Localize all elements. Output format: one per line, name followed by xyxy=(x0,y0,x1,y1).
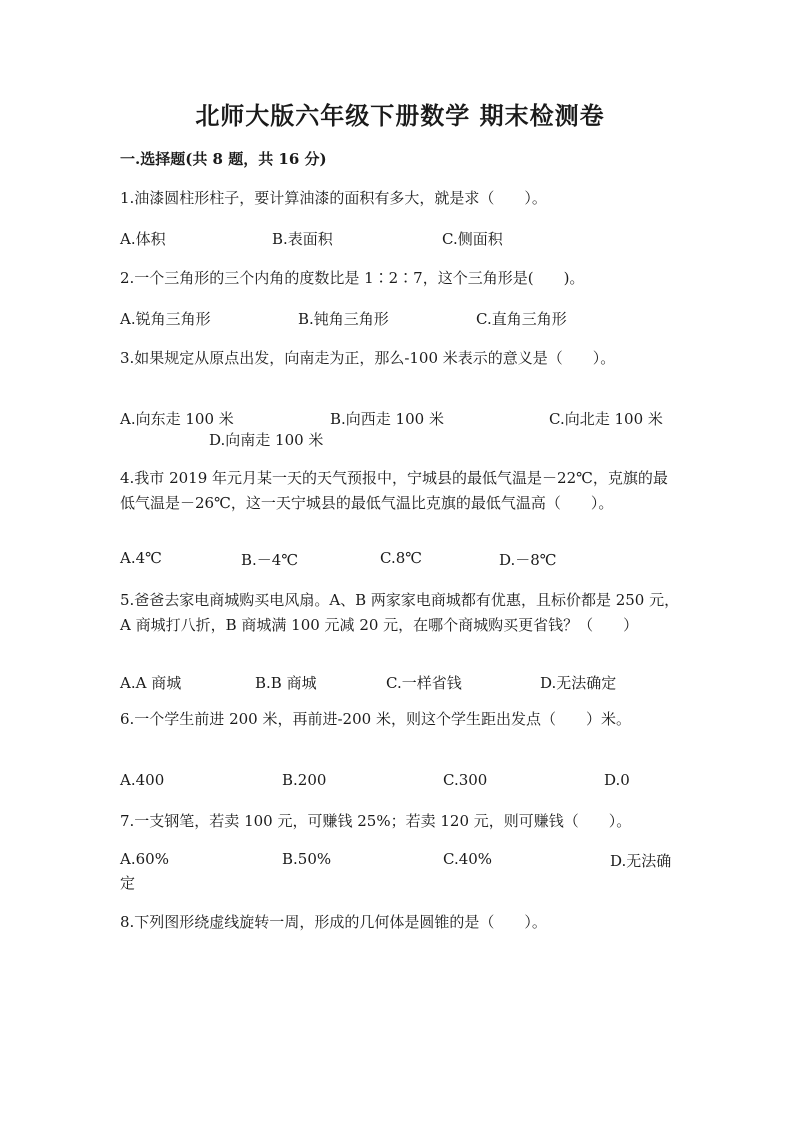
q5-option-b: B.B 商城 xyxy=(255,674,317,692)
q6-option-b: B.200 xyxy=(282,771,327,789)
q4-option-d: D.－8℃ xyxy=(499,551,557,569)
q7-option-b: B.50% xyxy=(282,850,332,868)
q4-option-b: B.－4℃ xyxy=(241,551,299,569)
q1-option-b: B.表面积 xyxy=(272,230,333,248)
question-3-stem: 3.如果规定从原点出发，向南走为正，那么-100 米表示的意义是（ ）。 xyxy=(120,349,616,367)
q7-option-a: A.60% xyxy=(120,850,169,868)
page-title: 北师大版六年级下册数学 期末检测卷 xyxy=(195,101,605,130)
question-5-stem: 5.爸爸去家电商城购买电风扇。A、B 两家家电商城都有优惠，且标价都是 250 元，A 商城打八折，B 商城满 100 元减 20 元，在哪个商城购买更省钱？（ ） xyxy=(120,591,680,634)
q2-option-b: B.钝角三角形 xyxy=(298,310,389,328)
q5-option-a: A.A 商城 xyxy=(120,674,182,692)
question-1-stem: 1.油漆圆柱形柱子，要计算油漆的面积有多大，就是求（ ）。 xyxy=(120,189,547,207)
question-6-stem: 6.一个学生前进 200 米，再前进-200 米，则这个学生距出发点（ ）米。 xyxy=(120,710,631,728)
q1-option-c: C.侧面积 xyxy=(442,230,503,248)
q6-option-d: D.0 xyxy=(604,771,630,789)
question-8-stem: 8.下列图形绕虚线旋转一周，形成的几何体是圆锥的是（ ）。 xyxy=(120,913,547,931)
q7-option-d: D.无法确定 xyxy=(120,852,672,892)
q6-option-c: C.300 xyxy=(443,771,488,789)
q3-option-c: C.向北走 100 米 xyxy=(549,410,663,428)
q7-option-c: C.40% xyxy=(443,850,493,868)
q2-option-c: C.直角三角形 xyxy=(476,310,567,328)
question-4-stem: 4.我市 2019 年元月某一天的天气预报中，宁城县的最低气温是－22℃，克旗的最低气温是－26℃，这一天宁城县的最低气温比克旗的最低气温高（ ）。 xyxy=(120,469,668,512)
q6-option-a: A.400 xyxy=(120,771,165,789)
q1-option-a: A.体积 xyxy=(120,230,166,248)
question-2-stem: 2.一个三角形的三个内角的度数比是 1∶2∶7，这个三角形是( )。 xyxy=(120,269,585,287)
question-7-stem: 7.一支钢笔，若卖 100 元，可赚钱 25%；若卖 120 元，则可赚钱（ ）。 xyxy=(120,812,632,830)
q4-option-c: C.8℃ xyxy=(380,549,423,567)
q3-option-a: A.向东走 100 米 xyxy=(120,410,234,428)
q5-option-c: C.一样省钱 xyxy=(386,674,462,692)
q4-option-a: A.4℃ xyxy=(120,549,162,567)
q3-option-b: B.向西走 100 米 xyxy=(330,410,444,428)
q2-option-a: A.锐角三角形 xyxy=(120,310,211,328)
q3-option-d: D.向南走 100 米 xyxy=(209,431,324,449)
section-heading: 一.选择题(共 8 题，共 16 分) xyxy=(120,150,327,168)
q5-option-d: D.无法确定 xyxy=(540,674,617,692)
